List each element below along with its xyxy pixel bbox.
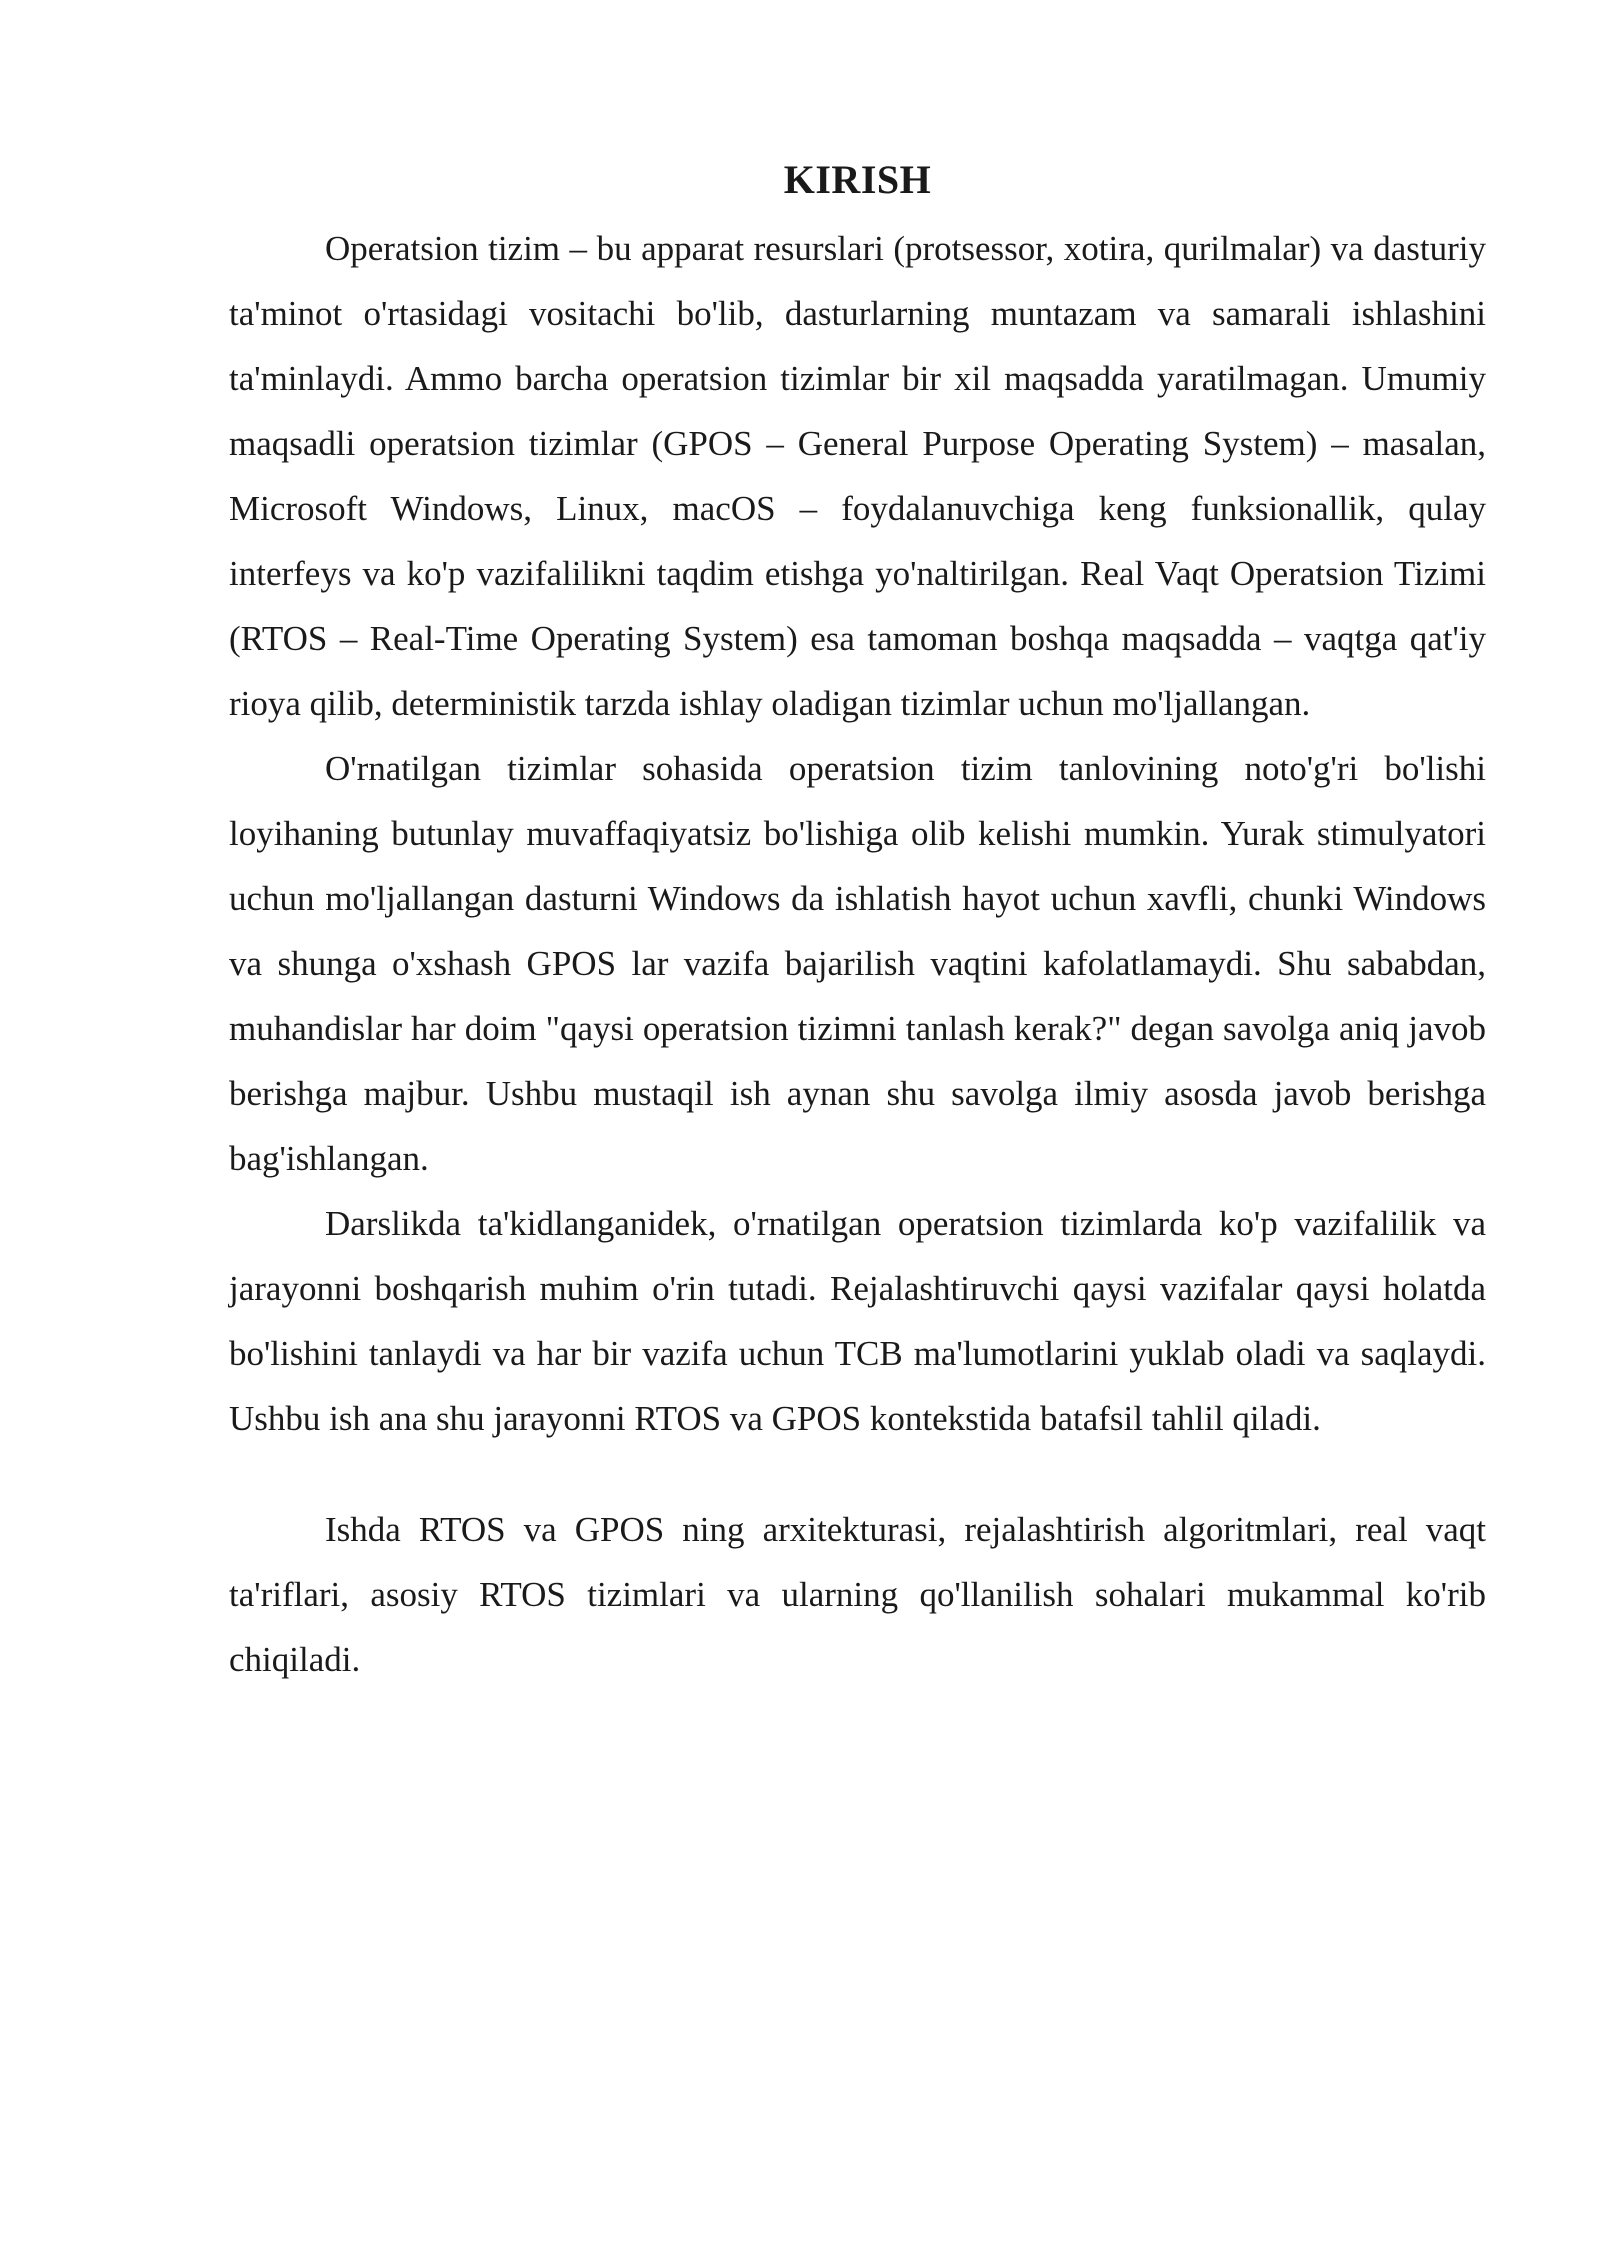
page-title: KIRISH [783, 157, 932, 202]
paragraph-2: O'rnatilgan tizimlar sohasida operatsion tizim tanlovining noto'g'ri bo'lishi loyihaning butunlay muvaffaqiyatsiz bo'lishiga olib kelishi mumkin. Yurak stimulyatori uchun mo'ljallangan dasturni Windows da ishlatish hayot uchun xavfli, chunki Windows va shunga o'xshash GPOS lar vazifa bajarilish vaqtini kafolatlamaydi. Shu sababdan, muhandislar har doim "qaysi operatsion tizimni tanlash kerak?" degan savolga aniq javob berishga majbur. Ushbu mustaqil ish aynan shu savolga ilmiy asosda javob berishga bag'ishlangan. [229, 749, 1486, 1178]
paragraph-1: Operatsion tizim – bu apparat resurslari (protsessor, xotira, qurilmalar) va dasturiy ta'minot o'rtasidagi vositachi bo'lib, dasturlarning muntazam va samarali ishlashini ta'minlaydi. Ammo barcha operatsion tizimlar bir xil maqsadda yaratilmagan. Umumiy maqsadli operatsion tizimlar (GPOS – General Purpose Operating System) – masalan, Microsoft Windows, Linux, macOS – foydalanuvchiga keng funksionallik, qulay interfeys va ko'p vazifalilikni taqdim etishga yo'naltirilgan. Real Vaqt Operatsion Tizimi (RTOS – Real-Time Operating System) esa tamoman boshqa maqsadda – vaqtga qat'iy rioya qilib, deterministik tarzda ishlay oladigan tizimlar uchun mo'ljallangan. [229, 229, 1486, 723]
paragraph-4: Ishda RTOS va GPOS ning arxitekturasi, rejalashtirish algoritmlari, real vaqt ta'riflari, asosiy RTOS tizimlari va ularning qo'llanilish sohalari mukammal ko'rib chiqiladi. [229, 1510, 1486, 1679]
page-content [229, 150, 1486, 1692]
paragraph-3: Darslikda ta'kidlanganidek, o'rnatilgan operatsion tizimlarda ko'p vazifalilik va jarayonni boshqarish muhim o'rin tutadi. Rejalashtiruvchi qaysi vazifalar qaysi holatda bo'lishini tanlaydi va har bir vazifa uchun TCB ma'lumotlarini yuklab oladi va saqlaydi. Ushbu ish ana shu jarayonni RTOS va GPOS kontekstida batafsil tahlil qiladi. [229, 1204, 1486, 1438]
